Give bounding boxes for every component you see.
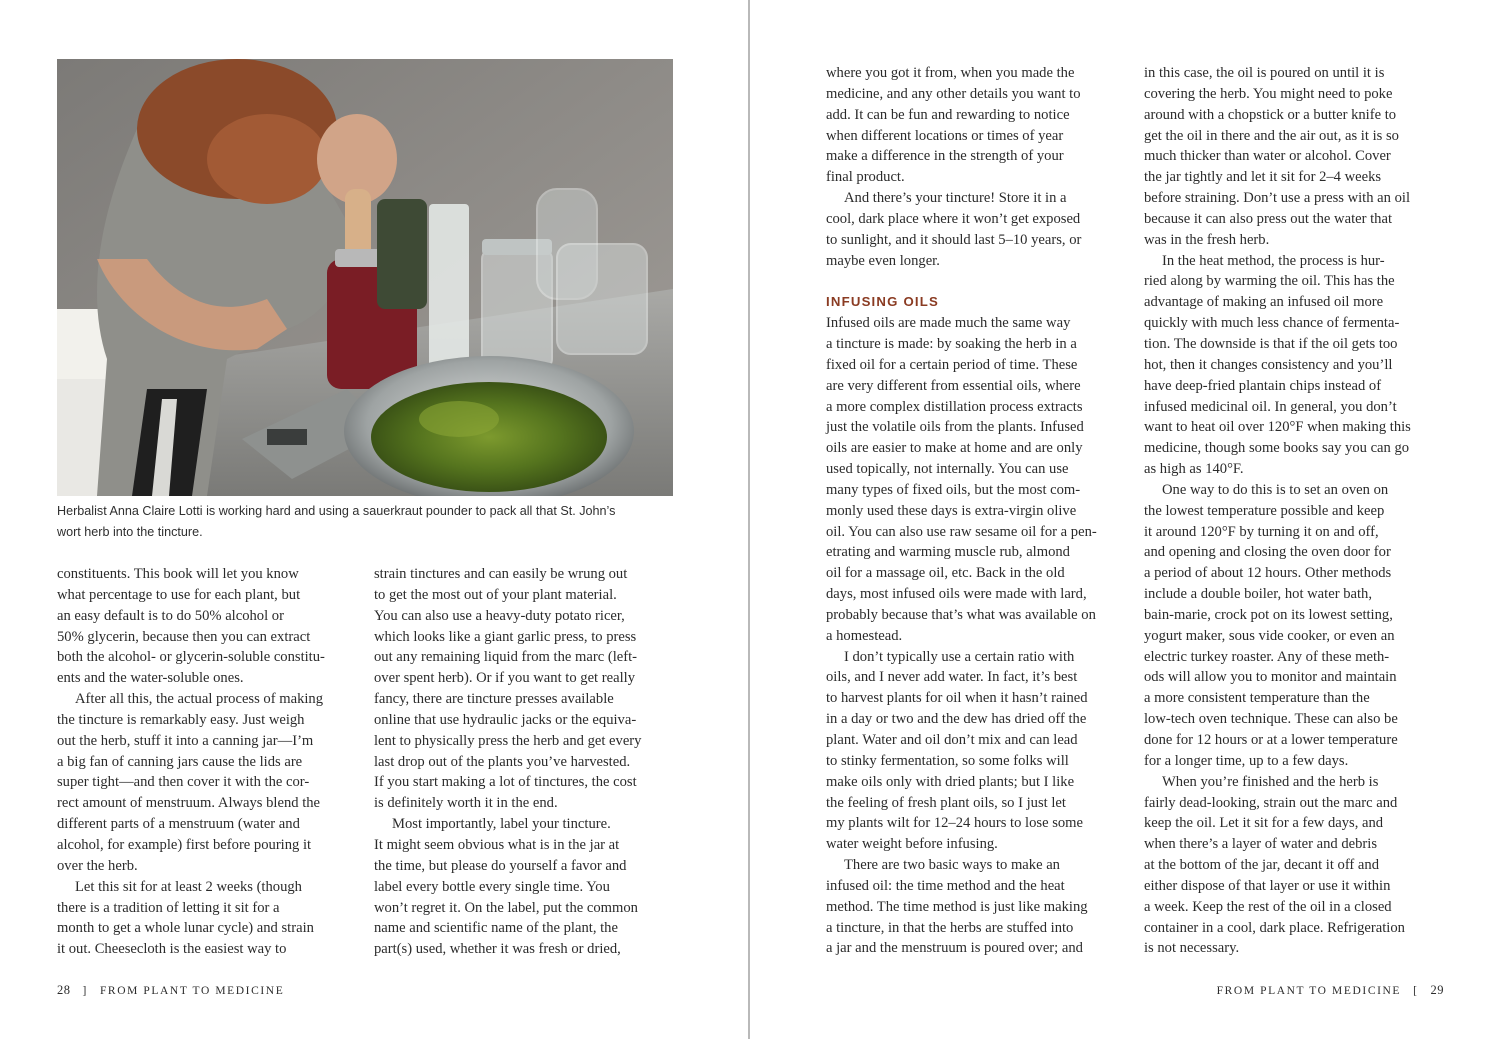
text-line: around with a chopstick or a butter knife to: [1144, 106, 1397, 123]
text-line: part(s) used, whether it was fresh or dried,: [374, 941, 621, 958]
text-line: over spent herb). Or if you want to get really: [374, 670, 635, 687]
text-line: Most importantly, label your tincture.: [392, 816, 611, 833]
text-line: fairly dead-looking, strain out the marc and: [1144, 794, 1398, 811]
text-line: month to get a whole lunar cycle) and strain: [57, 920, 314, 937]
text-line: the tincture is remarkably easy. Just weigh: [57, 711, 305, 728]
text-line: online that use hydraulic jacks or the equiva-: [374, 711, 637, 728]
text-line: there is a tradition of letting it sit for a: [57, 899, 280, 916]
text-column-1: [57, 564, 359, 960]
text-line: keep the oil. Let it sit for a few days, and: [1144, 815, 1384, 832]
text-line: before straining. Don’t use a press with an oil: [1144, 190, 1411, 207]
text-line: oils are easier to make at home and are only: [826, 440, 1083, 457]
text-line: infused medicinal oil. In general, you don’t: [1144, 398, 1397, 415]
text-line: a week. Keep the rest of the oil in a closed: [1144, 898, 1392, 915]
text-line: to sunlight, and it should last 5–10 years, or: [826, 231, 1082, 248]
text-line: label every bottle every single time. You: [374, 878, 610, 895]
text-line: oils, and I never add water. In fact, it’s best: [826, 669, 1078, 686]
caption-line-1: Herbalist Anna Claire Lotti is working hard and using a sauerkraut pounder to pack all that St. John’s: [57, 504, 616, 518]
text-column-3: [826, 63, 1128, 959]
section-heading: INFUSING OILS: [826, 294, 940, 310]
text-line: to stinky fermentation, so some folks will: [826, 752, 1069, 769]
text-line: is definitely worth it in the end.: [374, 795, 558, 812]
text-line: add. It can be fun and rewarding to notice: [826, 106, 1070, 123]
text-line: constituents. This book will let you know: [57, 566, 299, 582]
text-line: in a day or two and the dew has dried off the: [826, 711, 1087, 728]
text-line: days, most infused oils were made with lard,: [826, 586, 1087, 603]
text-line: covering the herb. You might need to poke: [1144, 85, 1393, 102]
text-line: bain-marie, crock pot on its lowest setting,: [1144, 606, 1393, 623]
text-line: the time, but please do yourself a favor and: [374, 857, 627, 874]
text-line: the jar tightly and let it sit for 2–4 weeks: [1144, 169, 1382, 186]
right-page: [750, 0, 1500, 1039]
text-line: out any remaining liquid from the marc (left-: [374, 649, 638, 666]
folio-bracket: ]: [82, 985, 88, 997]
text-line: If you start making a lot of tinctures, the cost: [374, 774, 637, 791]
text-line: it around 120°F by turning it on and off,: [1144, 523, 1379, 540]
text-line: ods will allow you to monitor and maintain: [1144, 669, 1397, 686]
text-line: ried along by warming the oil. This has the: [1144, 273, 1395, 290]
text-line: name and scientific name of the plant, the: [374, 920, 618, 937]
text-column-4: [1144, 63, 1446, 959]
text-line: to harvest plants for oil when it hasn’t rained: [826, 690, 1088, 707]
text-line: etrating and warming muscle rub, almond: [826, 544, 1070, 561]
text-line: what percentage to use for each plant, but: [57, 586, 301, 603]
text-line: tion. The downside is that if the oil gets too: [1144, 335, 1398, 352]
text-line: And there’s your tincture! Store it in a: [844, 190, 1067, 207]
text-line: either dispose of that layer or use it within: [1144, 877, 1391, 894]
text-line: the lowest temperature possible and keep: [1144, 502, 1385, 519]
text-line: many types of fixed oils, but the most com-: [826, 481, 1081, 498]
text-line: oil for a massage oil, etc. Back in the old: [826, 565, 1065, 582]
text-line: method. The time method is just like making: [826, 898, 1088, 915]
folio-bracket: [: [1413, 985, 1419, 997]
running-head: FROM PLANT TO MEDICINE: [1216, 985, 1402, 997]
page-number: 28: [57, 983, 71, 997]
text-line: a homestead.: [826, 627, 903, 644]
text-line: Let this sit for at least 2 weeks (though: [75, 878, 302, 895]
page-number: 29: [1430, 983, 1444, 997]
text-line: medicine, and any other details you want to: [826, 85, 1081, 102]
text-line: maybe even longer.: [826, 252, 940, 269]
text-line: Infused oils are made much the same way: [826, 315, 1071, 332]
text-line: for a longer time, up to a few days.: [1144, 752, 1349, 769]
text-line: a jar and the menstruum is poured over; and: [826, 940, 1083, 957]
text-line: which looks like a giant garlic press, to press: [374, 628, 637, 645]
text-line: over the herb.: [57, 857, 138, 874]
text-line: where you got it from, when you made the: [826, 65, 1075, 81]
text-line: much thicker than water or alcohol. Cover: [1144, 148, 1391, 165]
text-line: infused oil: the time method and the heat: [826, 877, 1065, 894]
text-line: 50% glycerin, because then you can extract: [57, 628, 311, 645]
text-line: have deep-fried plantain chips instead of: [1144, 377, 1382, 394]
text-line: an easy default is to do 50% alcohol or: [57, 607, 284, 624]
text-line: out the herb, stuff it into a canning jar—I’m: [57, 732, 314, 749]
text-line: There are two basic ways to make an: [844, 857, 1060, 874]
text-line: it out. Cheesecloth is the easiest way to: [57, 941, 287, 958]
text-line: advantage of making an infused oil more: [1144, 294, 1384, 311]
text-line: and opening and closing the oven door for: [1144, 544, 1391, 561]
page-footer-left: [57, 983, 284, 998]
text-line: are very different from essential oils, where: [826, 377, 1081, 394]
text-line: I don’t typically use a certain ratio with: [844, 648, 1075, 665]
text-line: quickly with much less chance of fermenta-: [1144, 315, 1400, 332]
text-line: fixed oil for a certain period of time. These: [826, 356, 1078, 373]
text-line: make oils only with dried plants; but I like: [826, 773, 1075, 790]
text-line: electric turkey roaster. Any of these meth-: [1144, 648, 1390, 665]
text-line: oil. You can also use raw sesame oil for a pen-: [826, 523, 1097, 540]
text-line: last drop out of the plants you’ve harvested.: [374, 753, 631, 770]
text-line: a more consistent temperature than the: [1144, 690, 1370, 707]
text-line: both the alcohol- or glycerin-soluble constitu-: [57, 649, 325, 666]
text-line: medicine, though some books say you can go: [1144, 440, 1410, 457]
text-line: container in a cool, dark place. Refrigeration: [1144, 919, 1405, 936]
text-line: When you’re finished and the herb is: [1162, 773, 1379, 790]
running-head: FROM PLANT TO MEDICINE: [99, 985, 285, 997]
text-line: a tincture is made: by soaking the herb in a: [826, 335, 1077, 352]
text-line: alcohol, for example) first before pouring it: [57, 836, 312, 853]
text-line: It might seem obvious what is in the jar at: [374, 836, 620, 853]
text-line: when there’s a layer of water and debris: [1144, 836, 1377, 853]
text-line: the feeling of fresh plant oils, so I just let: [826, 794, 1066, 811]
text-line: used topically, not internally. You can use: [826, 461, 1069, 478]
text-line: because it can also press out the water that: [1144, 210, 1393, 227]
text-line: ents and the water-soluble ones.: [57, 670, 244, 687]
text-line: probably because that’s what was available on: [826, 606, 1096, 623]
text-line: plant. Water and oil don’t mix and can lead: [826, 732, 1078, 748]
text-line: strain tinctures and can easily be wrung out: [374, 566, 628, 582]
text-line: final product.: [826, 169, 905, 186]
text-line: lent to physically press the herb and get every: [374, 732, 642, 749]
text-line: in this case, the oil is poured on until it is: [1144, 65, 1385, 81]
text-line: is not necessary.: [1144, 940, 1240, 957]
text-line: make a difference in the strength of your: [826, 148, 1064, 165]
photo-caption: [57, 501, 673, 543]
text-line: a tincture, in that the herbs are stuffed into: [826, 919, 1074, 936]
text-line: done for 12 hours or at a lower temperature: [1144, 732, 1398, 748]
text-line: You can also use a heavy-duty potato ricer,: [374, 607, 625, 624]
text-line: water weight before infusing.: [826, 836, 998, 853]
text-line: include a double boiler, hot water bath,: [1144, 586, 1372, 603]
text-column-2: [374, 564, 676, 960]
text-line: want to heat oil over 120°F when making this: [1144, 419, 1411, 436]
tincture-photo: [57, 59, 673, 496]
text-line: After all this, the actual process of making: [75, 691, 324, 708]
text-line: different parts of a menstruum (water and: [57, 816, 300, 833]
text-line: a more complex distillation process extracts: [826, 398, 1083, 415]
text-line: low-tech oven technique. These can also be: [1144, 711, 1398, 728]
text-line: to get the most out of your plant material.: [374, 586, 617, 603]
text-line: One way to do this is to set an oven on: [1162, 481, 1389, 498]
text-line: won’t regret it. On the label, put the common: [374, 899, 638, 916]
text-line: my plants wilt for 12–24 hours to lose some: [826, 815, 1083, 832]
page-footer-right: [1217, 983, 1444, 998]
text-line: yogurt maker, sous vide cooker, or even an: [1144, 627, 1395, 644]
text-line: as high as 140°F.: [1144, 461, 1244, 478]
text-line: a big fan of canning jars cause the lids are: [57, 753, 303, 770]
text-line: when different locations or times of year: [826, 127, 1064, 144]
paragraph-gap: [826, 271, 1128, 292]
text-line: cool, dark place where it won’t get exposed: [826, 210, 1081, 227]
text-line: fancy, there are tincture presses available: [374, 691, 614, 708]
text-line: rect amount of menstruum. Always blend the: [57, 795, 321, 812]
caption-line-2: wort herb into the tincture.: [57, 525, 203, 539]
text-line: just the volatile oils from the plants. Infused: [826, 419, 1084, 436]
text-line: was in the fresh herb.: [1144, 231, 1270, 248]
text-line: In the heat method, the process is hur-: [1162, 252, 1385, 269]
text-line: a period of about 12 hours. Other methods: [1144, 565, 1392, 582]
text-line: monly used these days is extra-virgin olive: [826, 502, 1077, 519]
left-page: [0, 0, 748, 1039]
text-line: hot, then it changes consistency and you’ll: [1144, 356, 1393, 373]
text-line: get the oil in there and the air out, as it is so: [1144, 127, 1399, 144]
text-line: super tight—and then cover it with the cor-: [57, 774, 310, 791]
text-line: at the bottom of the jar, decant it off and: [1144, 857, 1380, 874]
